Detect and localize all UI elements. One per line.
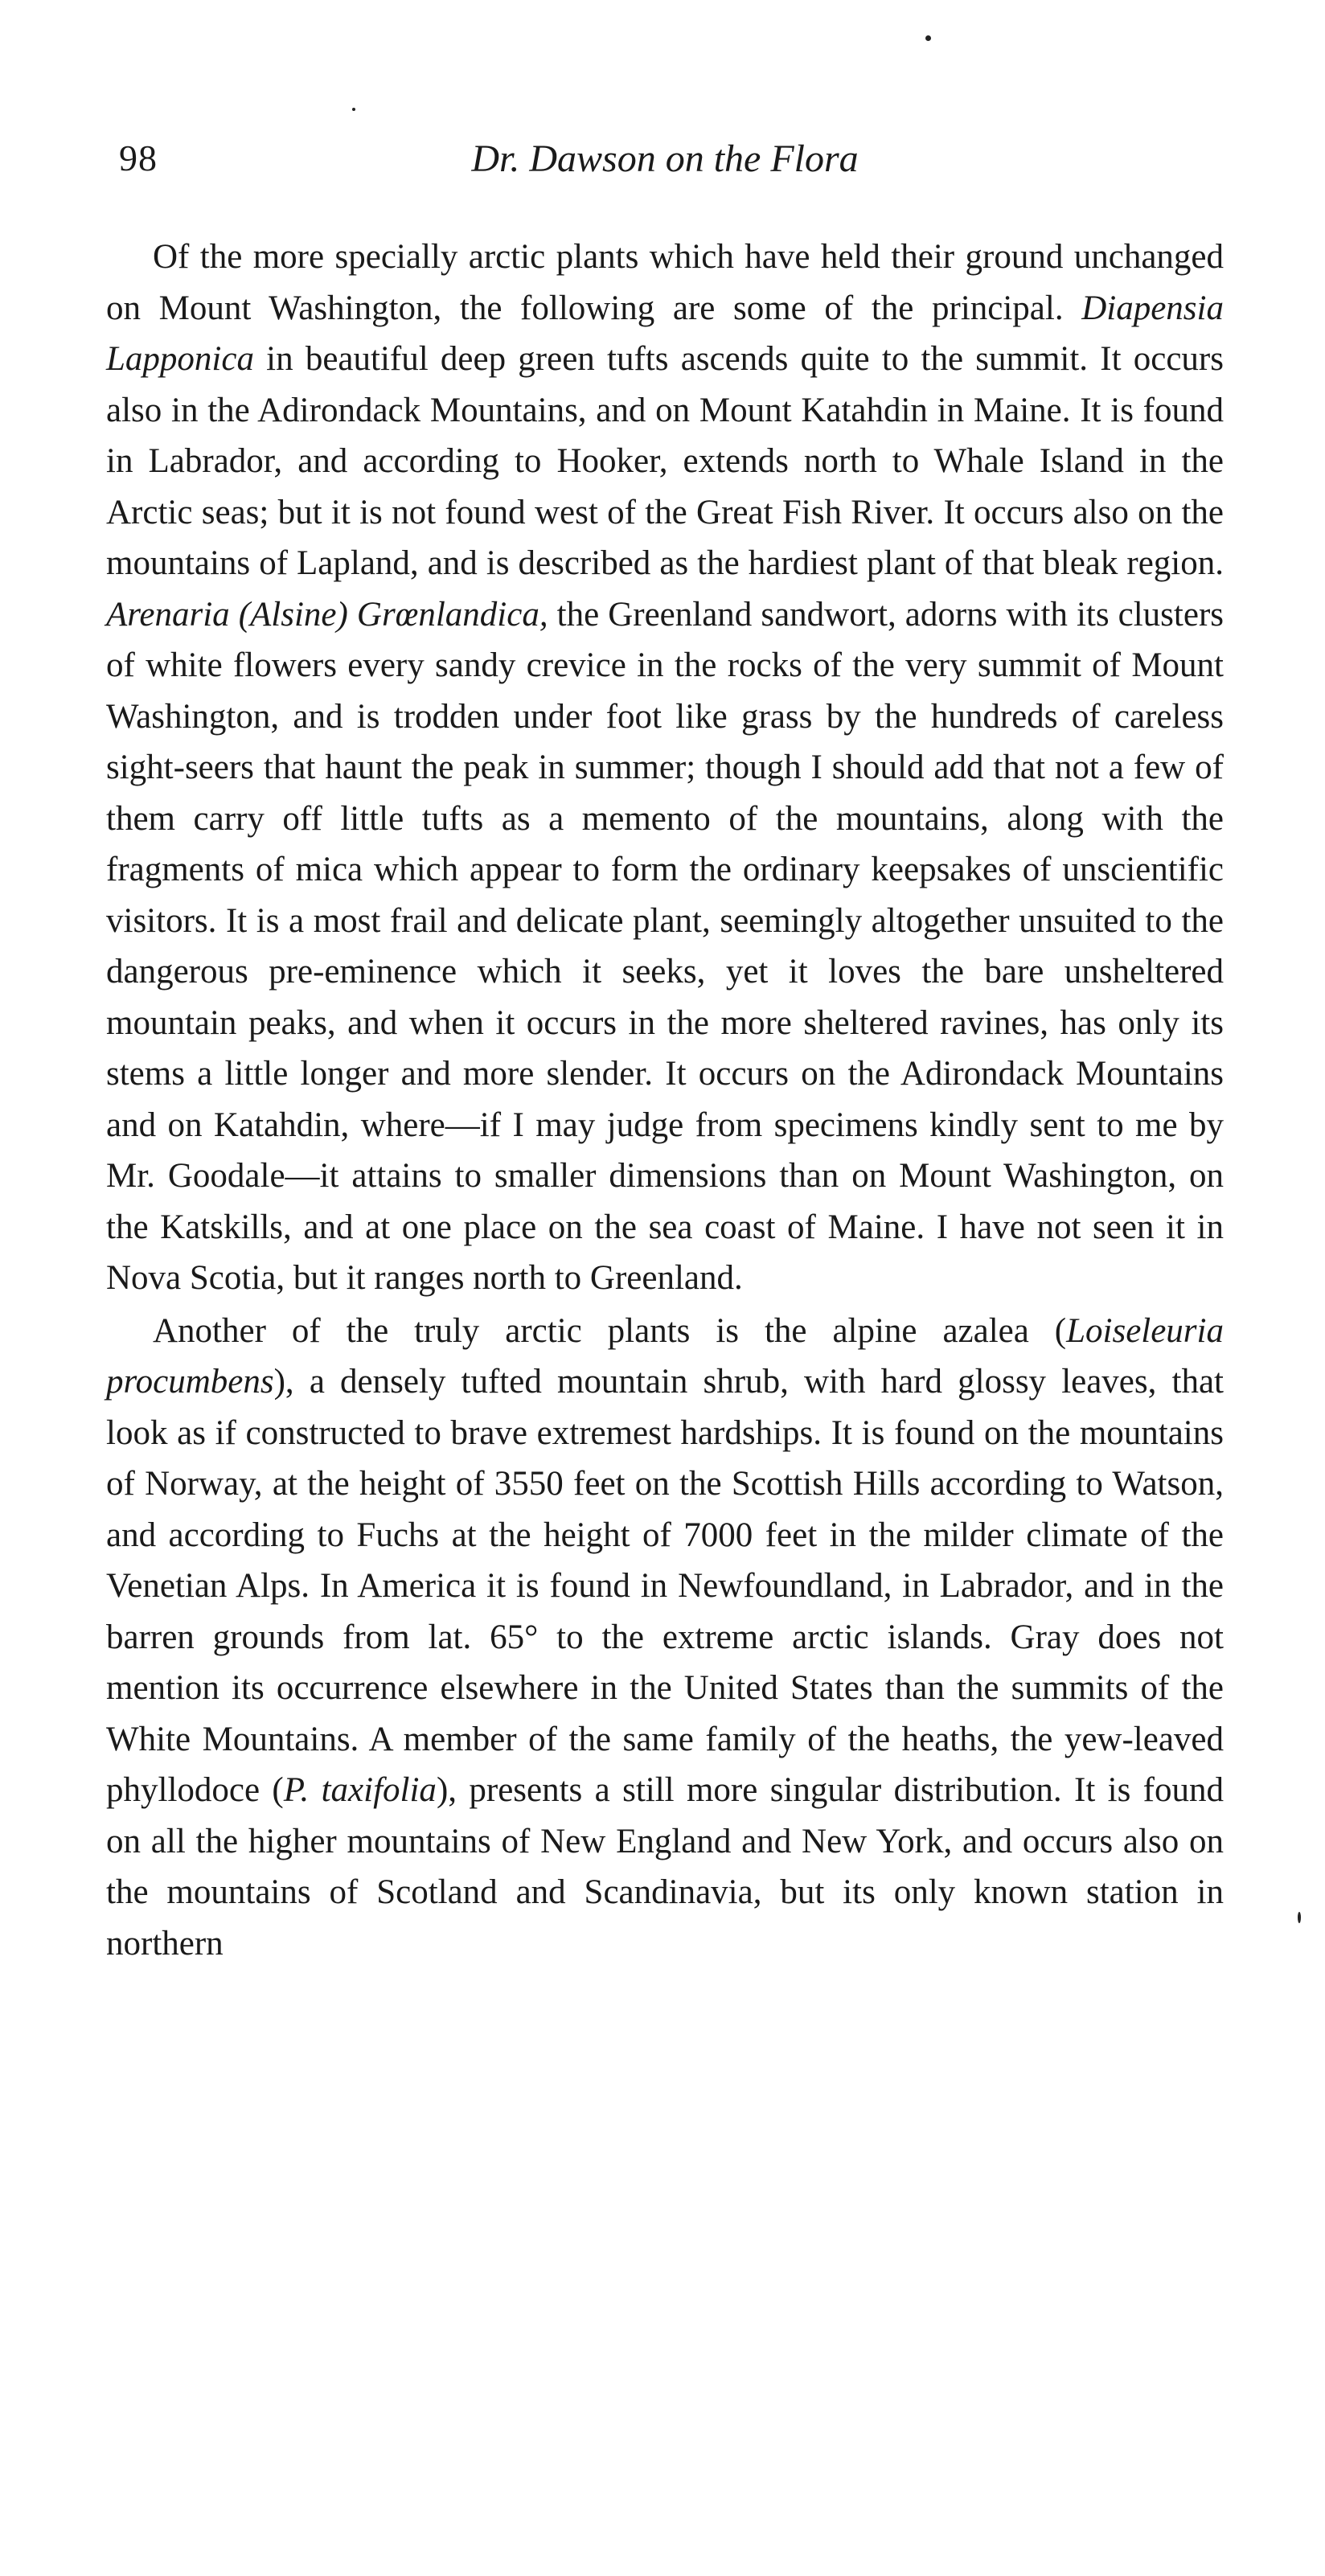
scan-speck: [352, 108, 355, 111]
scan-speck: [1298, 1912, 1301, 1923]
italic-run: Diapensia Lapponica: [106, 289, 1224, 378]
page-number: 98: [119, 137, 158, 178]
italic-run: Arenaria (Alsine) Grœnlandica,: [106, 595, 548, 634]
italic-run: P. taxifolia: [283, 1771, 437, 1809]
paragraph: [106, 232, 1224, 1304]
text-run: in beautiful deep green tufts ascends quite to the summit. It occurs also in the Adirondack Mountains, and on Mount Katahdin in Maine. It is found in Labrador, and according to Hooker, extends north to Whale Island in the Arctic seas; but it is not found west of the Great Fish River. It occurs also on the mountains of Lapland, and is described as the hardiest plant of that bleak region.: [106, 340, 1224, 582]
text-run: ), presents a still more singular distribution. It is found on all the higher mountains of New England and New York, and occurs also on the mountains of Scotland and Scandinavia, but its only known station in northern: [106, 1771, 1224, 1963]
text-run: the Greenland sandwort, adorns with its clusters of white flowers every sandy crevice in the rocks of the very summit of Mount Washington, and is trodden under foot like grass by the hundreds of careless sight-seers that haunt the peak in summer; though I should add that not a few of them carry off little tufts as a memento of the mountains, along with the fragments of mica which appear to form the ordinary keepsakes of unscientific visitors. It is a most frail and delicate plant, seemingly altogether unsuited to the dangerous pre-eminence which it seeks, yet it loves the bare unsheltered mountain peaks, and when it occurs in the more sheltered ravines, has only its stems a little longer and more slender. It occurs on the Adirondack Mountains and on Katahdin, where—if I may judge from specimens kindly sent to me by Mr. Goodale—it attains to smaller dimensions than on Mount Washington, on the Katskills, and at one place on the sea coast of Maine. I have not seen it in Nova Scotia, but it ranges north to Greenland.: [106, 595, 1224, 1297]
text-run: ), a densely tufted mountain shrub, with hard glossy leaves, that look as if constructed to brave extremest hardships. It is found on the mountains of Norway, at the height of 3550 feet on the Scottish Hills according to Watson, and according to Fuchs at the height of 7000 feet in the milder climate of the Venetian Alps. In America it is found in Newfoundland, in Labrador, and in the barren grounds from lat. 65° to the extreme arctic islands. Gray does not mention its occurrence elsewhere in the United States than the summits of the White Mountains. A member of the same family of the heaths, the yew-leaved phyllodoce (: [106, 1363, 1224, 1809]
paragraph: [106, 1306, 1224, 1970]
italic-run: Loiseleuria procumbens: [106, 1311, 1224, 1401]
scan-speck: [925, 35, 931, 41]
running-title: Dr. Dawson on the Flora: [471, 137, 859, 180]
page-header: [106, 137, 1224, 193]
text-run: Of the more specially arctic plants which have held their ground unchanged on Mount Washington, the following are some of the principal.: [106, 238, 1224, 327]
body-text: [106, 232, 1224, 1969]
text-run: Another of the truly arctic plants is the alpine azalea (: [153, 1311, 1067, 1350]
